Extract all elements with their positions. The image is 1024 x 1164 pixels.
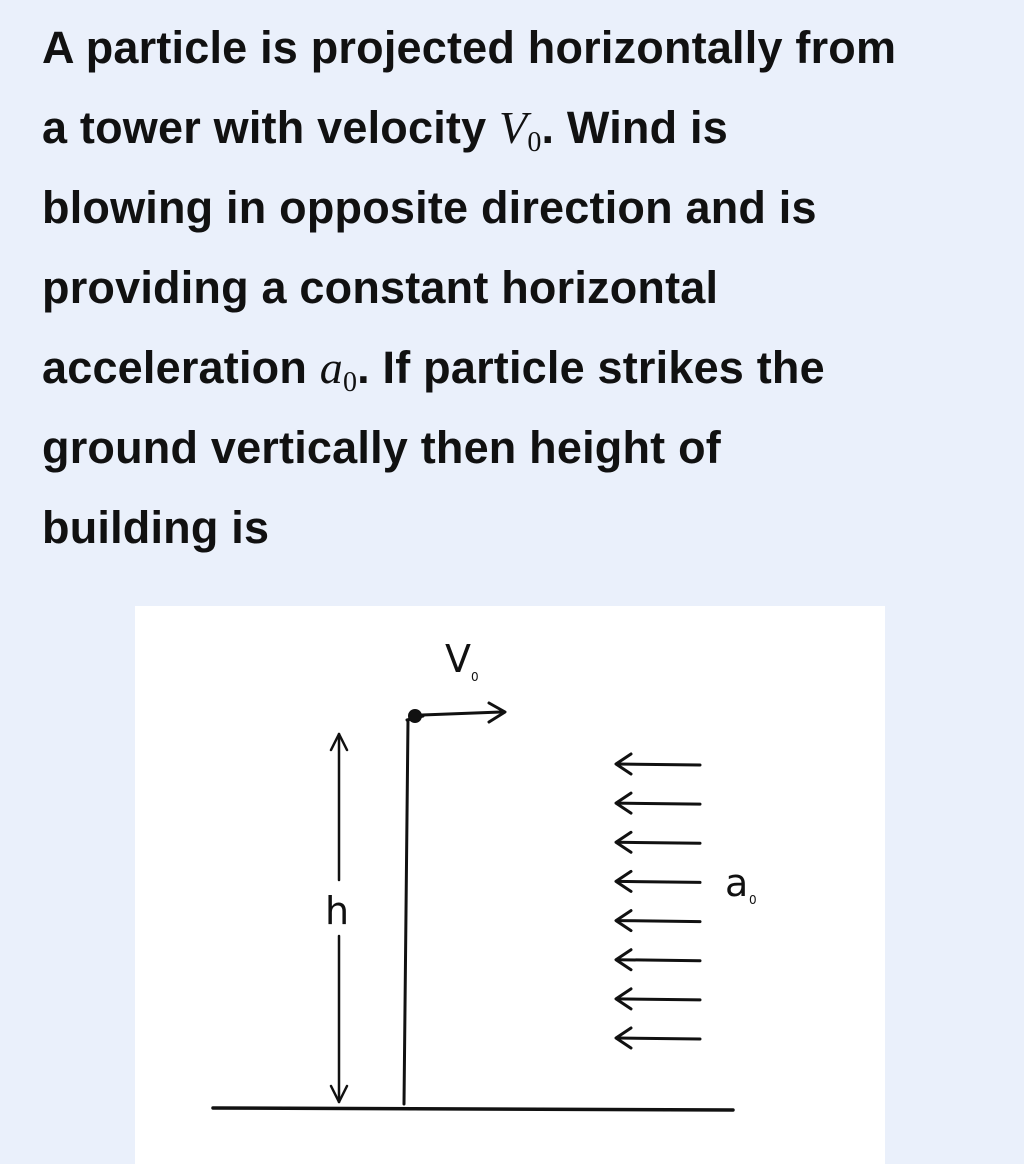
question-line-4: providing a constant horizontal bbox=[42, 262, 719, 313]
question-line-5 bbox=[42, 328, 1002, 408]
wind-arrow bbox=[616, 950, 700, 970]
acceleration-label: a bbox=[725, 861, 749, 905]
height-label: h bbox=[325, 889, 350, 933]
question-text bbox=[42, 8, 1002, 568]
question-text-part: acceleration bbox=[42, 342, 320, 393]
tower-line bbox=[404, 720, 408, 1104]
velocity-symbol: $V_0$ bbox=[499, 102, 542, 158]
question-line-7: building is bbox=[42, 502, 270, 553]
velocity-label-subscript: 0 bbox=[471, 670, 479, 684]
question-line-3: blowing in opposite direction and is bbox=[42, 182, 817, 233]
acceleration-label-subscript: 0 bbox=[749, 893, 757, 907]
wind-arrow bbox=[616, 871, 700, 891]
ground-line bbox=[213, 1108, 733, 1110]
acceleration-symbol: $a_0$ bbox=[319, 342, 358, 398]
question-text-part: a tower with velocity bbox=[42, 102, 500, 153]
wind-arrow bbox=[616, 754, 700, 774]
question-text-part: . Wind is bbox=[541, 102, 728, 153]
wind-arrow bbox=[616, 793, 700, 813]
velocity-label: V bbox=[445, 637, 471, 681]
velocity-arrow bbox=[422, 703, 505, 722]
question-line-6: ground vertically then height of bbox=[42, 422, 721, 473]
question-line-1: A particle is projected horizontally from bbox=[42, 22, 897, 73]
wind-arrow bbox=[616, 1028, 700, 1048]
wind-arrow bbox=[616, 911, 700, 931]
question-text-part: . If particle strikes the bbox=[357, 342, 825, 393]
diagram-svg bbox=[135, 606, 885, 1164]
particle bbox=[408, 709, 422, 723]
question-line-2 bbox=[42, 88, 1002, 168]
tower-diagram bbox=[135, 606, 885, 1164]
wind-arrow bbox=[616, 989, 700, 1009]
wind-arrows bbox=[616, 754, 700, 1048]
wind-arrow bbox=[616, 832, 700, 852]
